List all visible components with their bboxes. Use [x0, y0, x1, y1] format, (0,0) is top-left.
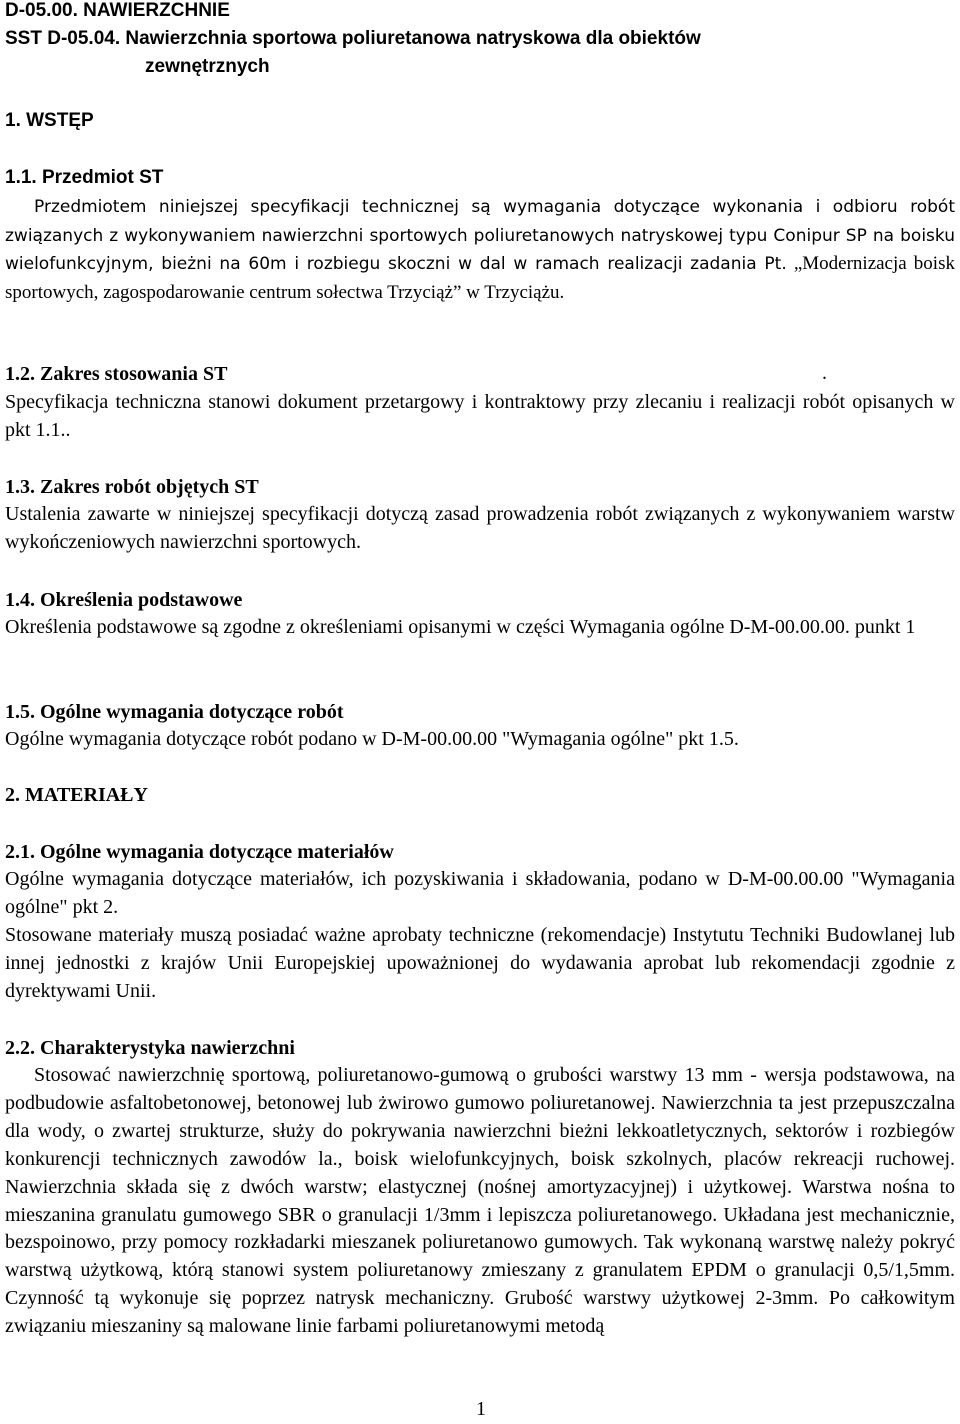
section-2-1-heading: 2.1. Ogólne wymagania dotyczące materiałów	[5, 841, 394, 863]
section-1-2-text: Specyfikacja techniczna stanowi dokument przetargowy i kontraktowy przy zlecaniu i realizacji robót opisanych w pkt 1.1..	[5, 391, 955, 441]
section-1-4-text: Określenia podstawowe są zgodne z określeniami opisanymi w części Wymagania ogólne D-M-00.00.00. punkt 1	[5, 616, 916, 638]
section-1-1-text	[5, 193, 955, 306]
section-1-5-heading: 1.5. Ogólne wymagania dotyczące robót	[5, 701, 344, 723]
section-1-5-text: Ogólne wymagania dotyczące robót podano w D-M-00.00.00 "Wymagania ogólne" pkt 1.5.	[5, 728, 739, 750]
section-1-1-heading: 1.1. Przedmiot ST	[5, 167, 164, 188]
header-line-1: D-05.00. NAWIERZCHNIE	[5, 0, 230, 21]
section-1-2-heading: 1.2. Zakres stosowania ST	[5, 363, 228, 385]
section-1-4-heading: 1.4. Określenia podstawowe	[5, 589, 243, 611]
section-1-1-text-a: Przedmiotem niniejszej specyfikacji technicznej są wymagania dotyczące wykonania i odbioru robót związanych z wykonywaniem nawierzchni sportowych poliuretanowych natryskowej typu Conipur SP na boisku wielofunkcyjnym, bieżni na 60m i rozbiegu skoczni w dal w ramach realizacji zadania Pt.	[5, 197, 955, 274]
section-2-2-heading: 2.2. Charakterystyka nawierzchni	[5, 1037, 295, 1059]
section-2-2-text: Stosować nawierzchnię sportową, poliuretanowo-gumową o grubości warstwy 13 mm - wersja podstawowa, na podbudowie asfaltobetonowej, betonowej lub żwirowo gumowo poliuretanowej. Nawierzchnia ta jest przepuszczalna dla wody, o zwartej strukturze, służy do pokrywania nawierzchni bieżni lekkoatletycznych, sektorów i rozbiegów konkurencji technicznych zawodów la., boisk wielofunkcyjnych, boisk szkolnych, placów rekreacji ruchowej. Nawierzchnia składa się z dwóch warstw; elastycznej (nośnej amortyzacyjnej) i użytkowej. Warstwa nośna to mieszanina granulatu gumowego SBR o granulacji 1/3mm i lepiszcza poliuretanowego. Układana jest mechanicznie, bezspoinowo, przy pomocy rozkładarki mieszanek poliuretanowo gumowych. Tak wykonaną warstwę należy pokryć warstwą użytkową, którą stanowi system poliuretanowy zmieszany z granulatem EPDM o granulacji 0,5/1,5mm. Czynność tą wykonuje się poprzez natrysk mechaniczny. Grubość warstwy użytkowej 2-3mm. Po całkowitym związaniu mieszaniny są malowane linie farbami poliuretanowymi metodą	[5, 1064, 955, 1338]
section-1-3-heading: 1.3. Zakres robót objętych ST	[5, 476, 259, 498]
section-2-1-text-2: Stosowane materiały muszą posiadać ważne aprobaty techniczne (rekomendacje) Instytutu Techniki Budowlanej lub innej jednostki z krajów Unii Europejskiej upoważnionej do wydawania aprobat lub rekomendacji zgodnie z dyrektywami Unii.	[5, 924, 955, 1002]
section-1-1-text-b: „Modernizacja boisk sportowych, zagospodarowanie centrum sołectwa Trzyciąż” w Trzyciążu.	[5, 253, 955, 303]
page-number: 1	[476, 1398, 486, 1420]
section-2-heading: 2. MATERIAŁY	[5, 784, 148, 806]
section-1-2-dot: .	[822, 362, 827, 384]
section-1-3-text: Ustalenia zawarte w niniejszej specyfikacji dotyczą zasad prowadzenia robót związanych z wykonywaniem warstw wykończeniowych nawierzchni sportowych.	[5, 503, 955, 553]
header-line-3: zewnętrznych	[145, 56, 270, 77]
section-2-1-text: Ogólne wymagania dotyczące materiałów, ich pozyskiwania i składowania, podano w D-M-00.00.00 "Wymagania ogólne" pkt 2.	[5, 868, 955, 918]
header-line-2: SST D-05.04. Nawierzchnia sportowa poliuretanowa natryskowa dla obiektów	[5, 28, 701, 49]
section-1-heading: 1. WSTĘP	[5, 110, 94, 131]
